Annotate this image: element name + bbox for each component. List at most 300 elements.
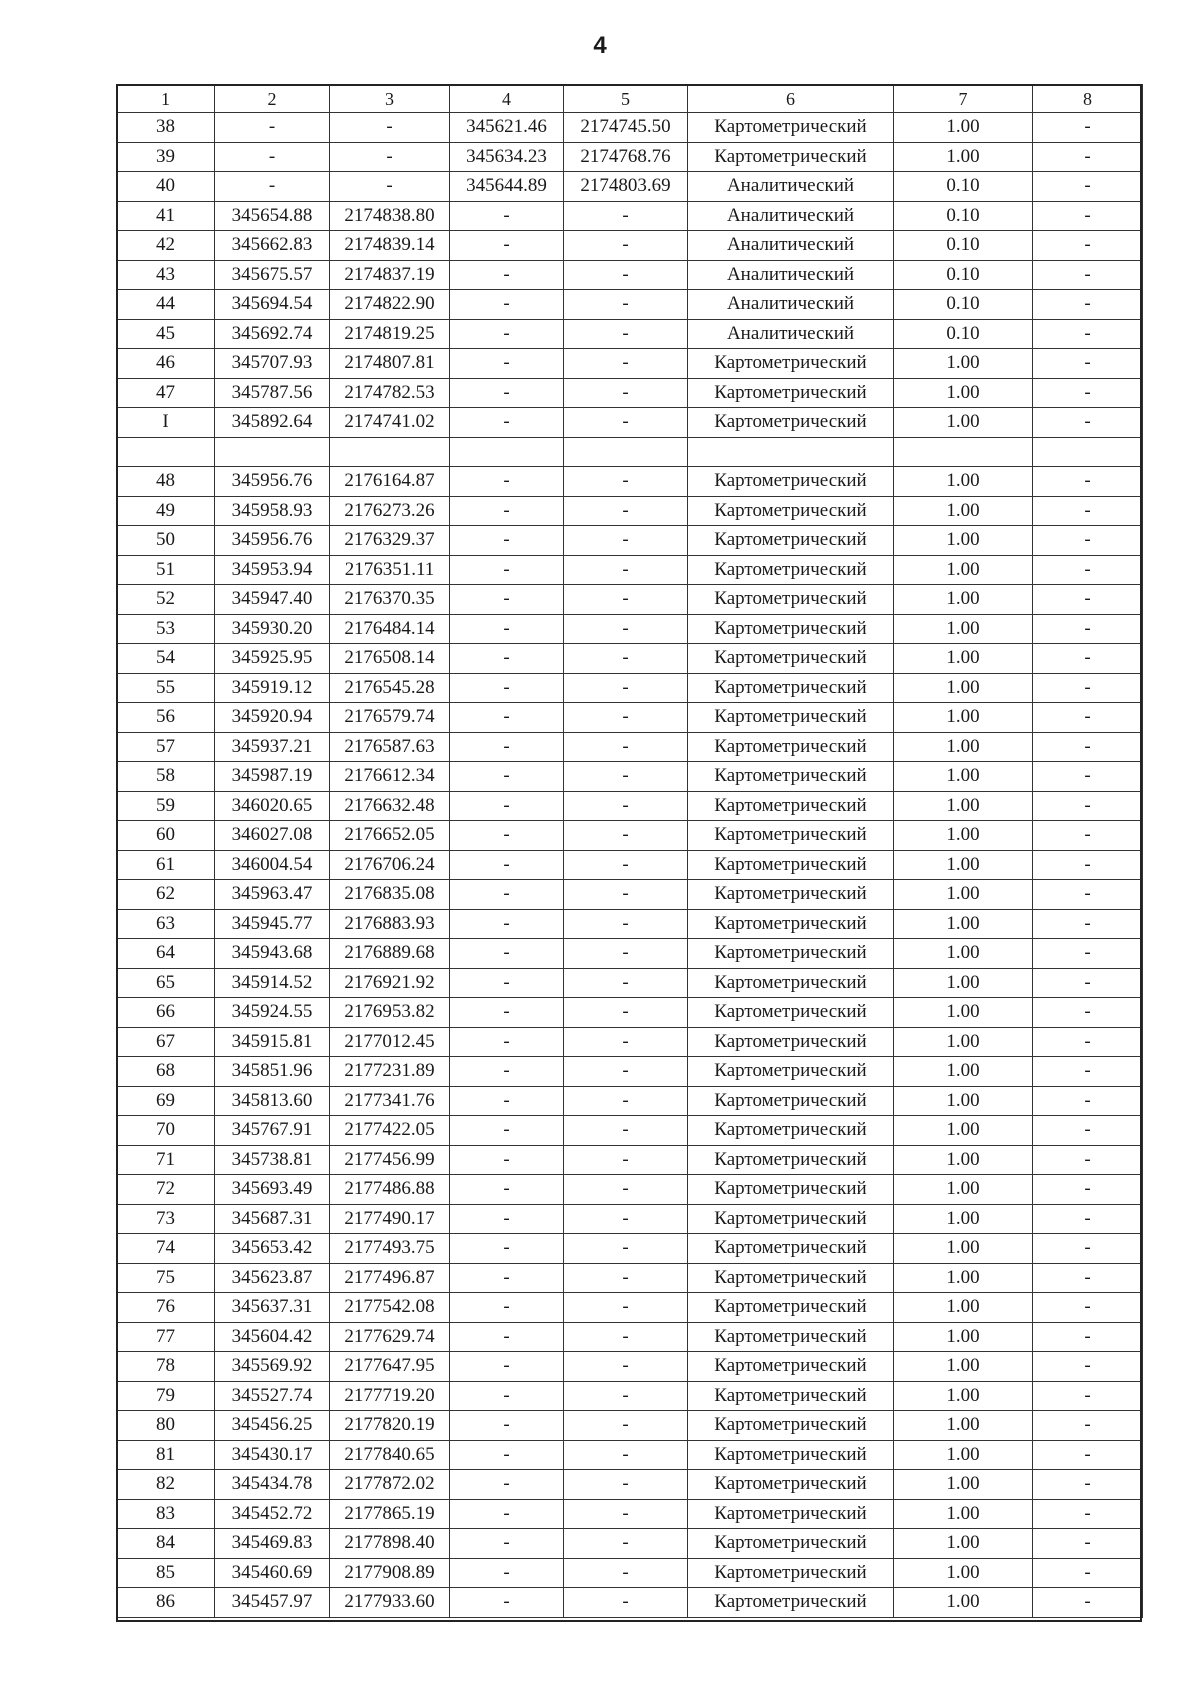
y-old-cell: - xyxy=(564,850,688,880)
point-number-cell: 47 xyxy=(117,378,215,408)
y-new-cell: 2176587.63 xyxy=(330,732,450,762)
table-row xyxy=(117,113,1143,143)
y-old-cell: - xyxy=(564,998,688,1028)
point-number-cell: I xyxy=(117,408,215,438)
x-new-cell: 345456.25 xyxy=(215,1411,330,1441)
x-new-cell: 345915.81 xyxy=(215,1027,330,1057)
method-cell: Аналитический xyxy=(688,172,894,202)
point-number-cell: 85 xyxy=(117,1558,215,1588)
y-old-cell: 2174768.76 xyxy=(564,142,688,172)
method-cell: Картометрический xyxy=(688,673,894,703)
point-number-cell: 55 xyxy=(117,673,215,703)
x-old-cell: - xyxy=(450,1293,564,1323)
y-new-cell: 2177840.65 xyxy=(330,1440,450,1470)
point-number-cell xyxy=(117,437,215,467)
x-new-cell: 345945.77 xyxy=(215,909,330,939)
y-new-cell: 2176273.26 xyxy=(330,496,450,526)
y-old-cell: - xyxy=(564,496,688,526)
description-cell: - xyxy=(1033,732,1143,762)
table-row xyxy=(117,142,1143,172)
table-row xyxy=(117,555,1143,585)
y-new-cell: 2177231.89 xyxy=(330,1057,450,1087)
y-new-cell: 2174782.53 xyxy=(330,378,450,408)
description-cell: - xyxy=(1033,378,1143,408)
description-cell: - xyxy=(1033,1322,1143,1352)
table-row xyxy=(117,1293,1143,1323)
x-old-cell: - xyxy=(450,467,564,497)
accuracy-cell: 1.00 xyxy=(894,1145,1033,1175)
accuracy-cell: 1.00 xyxy=(894,555,1033,585)
table-row xyxy=(117,1145,1143,1175)
x-new-cell: 345653.42 xyxy=(215,1234,330,1264)
table-row xyxy=(117,1322,1143,1352)
y-old-cell: - xyxy=(564,349,688,379)
table-row xyxy=(117,378,1143,408)
accuracy-cell: 1.00 xyxy=(894,1381,1033,1411)
x-old-cell: - xyxy=(450,1440,564,1470)
y-old-cell: - xyxy=(564,1499,688,1529)
description-cell: - xyxy=(1033,880,1143,910)
description-cell: - xyxy=(1033,762,1143,792)
x-new-cell: 345457.97 xyxy=(215,1588,330,1618)
x-old-cell xyxy=(450,437,564,467)
column-header: 3 xyxy=(330,85,450,113)
accuracy-cell: 1.00 xyxy=(894,644,1033,674)
y-old-cell: - xyxy=(564,1322,688,1352)
table-row xyxy=(117,1204,1143,1234)
method-cell: Картометрический xyxy=(688,614,894,644)
method-cell: Картометрический xyxy=(688,467,894,497)
point-number-cell: 81 xyxy=(117,1440,215,1470)
table-row xyxy=(117,1588,1143,1618)
x-old-cell: - xyxy=(450,555,564,585)
x-new-cell: 345604.42 xyxy=(215,1322,330,1352)
table-row xyxy=(117,201,1143,231)
x-old-cell: - xyxy=(450,909,564,939)
description-cell: - xyxy=(1033,1558,1143,1588)
description-cell: - xyxy=(1033,1293,1143,1323)
point-number-cell: 75 xyxy=(117,1263,215,1293)
accuracy-cell: 1.00 xyxy=(894,1352,1033,1382)
x-old-cell: - xyxy=(450,231,564,261)
description-cell: - xyxy=(1033,850,1143,880)
method-cell: Картометрический xyxy=(688,1116,894,1146)
x-old-cell: - xyxy=(450,1529,564,1559)
x-old-cell: - xyxy=(450,1175,564,1205)
method-cell: Картометрический xyxy=(688,142,894,172)
accuracy-cell: 1.00 xyxy=(894,614,1033,644)
y-new-cell: 2176652.05 xyxy=(330,821,450,851)
description-cell: - xyxy=(1033,673,1143,703)
accuracy-cell: 1.00 xyxy=(894,880,1033,910)
accuracy-cell: 1.00 xyxy=(894,1057,1033,1087)
accuracy-cell: 1.00 xyxy=(894,349,1033,379)
accuracy-cell: 1.00 xyxy=(894,909,1033,939)
y-new-cell: 2176508.14 xyxy=(330,644,450,674)
x-new-cell: 345925.95 xyxy=(215,644,330,674)
y-new-cell: 2177719.20 xyxy=(330,1381,450,1411)
table-row xyxy=(117,1116,1143,1146)
description-cell xyxy=(1033,437,1143,467)
accuracy-cell: 1.00 xyxy=(894,1086,1033,1116)
y-new-cell: 2174839.14 xyxy=(330,231,450,261)
y-old-cell: 2174803.69 xyxy=(564,172,688,202)
x-new-cell: 345434.78 xyxy=(215,1470,330,1500)
column-header: 7 xyxy=(894,85,1033,113)
accuracy-cell: 1.00 xyxy=(894,1116,1033,1146)
y-old-cell: - xyxy=(564,1116,688,1146)
y-new-cell: 2177341.76 xyxy=(330,1086,450,1116)
y-old-cell: - xyxy=(564,231,688,261)
method-cell: Картометрический xyxy=(688,1145,894,1175)
point-number-cell: 52 xyxy=(117,585,215,615)
x-new-cell: 345787.56 xyxy=(215,378,330,408)
accuracy-cell: 1.00 xyxy=(894,1558,1033,1588)
accuracy-cell: 1.00 xyxy=(894,113,1033,143)
description-cell: - xyxy=(1033,496,1143,526)
table-row xyxy=(117,939,1143,969)
accuracy-cell: 1.00 xyxy=(894,408,1033,438)
x-new-cell: 345707.93 xyxy=(215,349,330,379)
table-row xyxy=(117,467,1143,497)
description-cell: - xyxy=(1033,1027,1143,1057)
y-old-cell: - xyxy=(564,1381,688,1411)
x-old-cell: - xyxy=(450,1470,564,1500)
accuracy-cell: 1.00 xyxy=(894,526,1033,556)
y-old-cell: - xyxy=(564,1352,688,1382)
x-new-cell: 345569.92 xyxy=(215,1352,330,1382)
x-old-cell: - xyxy=(450,1588,564,1618)
y-old-cell: - xyxy=(564,762,688,792)
x-new-cell: 345937.21 xyxy=(215,732,330,762)
y-new-cell: 2176370.35 xyxy=(330,585,450,615)
table-row xyxy=(117,1263,1143,1293)
method-cell: Картометрический xyxy=(688,880,894,910)
point-number-cell: 59 xyxy=(117,791,215,821)
method-cell: Картометрический xyxy=(688,1470,894,1500)
y-old-cell: - xyxy=(564,968,688,998)
x-old-cell: - xyxy=(450,201,564,231)
y-old-cell: - xyxy=(564,1263,688,1293)
description-cell: - xyxy=(1033,231,1143,261)
y-new-cell: 2176889.68 xyxy=(330,939,450,969)
x-new-cell: 345892.64 xyxy=(215,408,330,438)
method-cell: Картометрический xyxy=(688,1352,894,1382)
x-old-cell: - xyxy=(450,880,564,910)
description-cell: - xyxy=(1033,1352,1143,1382)
table-row xyxy=(117,1057,1143,1087)
x-new-cell: 345956.76 xyxy=(215,467,330,497)
y-new-cell: 2177898.40 xyxy=(330,1529,450,1559)
y-new-cell: 2177496.87 xyxy=(330,1263,450,1293)
x-new-cell: 346020.65 xyxy=(215,791,330,821)
method-cell: Аналитический xyxy=(688,201,894,231)
x-old-cell: - xyxy=(450,1352,564,1382)
method-cell: Аналитический xyxy=(688,319,894,349)
y-new-cell: 2176545.28 xyxy=(330,673,450,703)
table-row xyxy=(117,1086,1143,1116)
description-cell: - xyxy=(1033,939,1143,969)
x-new-cell: 345963.47 xyxy=(215,880,330,910)
point-number-cell: 86 xyxy=(117,1588,215,1618)
x-new-cell: - xyxy=(215,172,330,202)
y-new-cell: 2174807.81 xyxy=(330,349,450,379)
x-new-cell: 345920.94 xyxy=(215,703,330,733)
point-number-cell: 64 xyxy=(117,939,215,969)
method-cell: Картометрический xyxy=(688,821,894,851)
x-old-cell: - xyxy=(450,1234,564,1264)
y-new-cell: 2176579.74 xyxy=(330,703,450,733)
method-cell: Картометрический xyxy=(688,1027,894,1057)
description-cell: - xyxy=(1033,1086,1143,1116)
accuracy-cell: 1.00 xyxy=(894,968,1033,998)
x-new-cell: 346027.08 xyxy=(215,821,330,851)
point-number-cell: 73 xyxy=(117,1204,215,1234)
x-old-cell: 345634.23 xyxy=(450,142,564,172)
y-old-cell: - xyxy=(564,1234,688,1264)
description-cell: - xyxy=(1033,113,1143,143)
x-new-cell: 345851.96 xyxy=(215,1057,330,1087)
description-cell: - xyxy=(1033,585,1143,615)
y-old-cell: - xyxy=(564,378,688,408)
description-cell: - xyxy=(1033,1381,1143,1411)
point-number-cell: 65 xyxy=(117,968,215,998)
y-old-cell: - xyxy=(564,1145,688,1175)
method-cell: Картометрический xyxy=(688,585,894,615)
method-cell: Аналитический xyxy=(688,260,894,290)
x-old-cell: - xyxy=(450,1381,564,1411)
table-row xyxy=(117,821,1143,851)
y-new-cell: 2174741.02 xyxy=(330,408,450,438)
x-old-cell: - xyxy=(450,968,564,998)
method-cell: Картометрический xyxy=(688,939,894,969)
table-row xyxy=(117,1027,1143,1057)
accuracy-cell: 1.00 xyxy=(894,1588,1033,1618)
x-old-cell: 345621.46 xyxy=(450,113,564,143)
method-cell: Картометрический xyxy=(688,998,894,1028)
table-row xyxy=(117,290,1143,320)
point-number-cell: 40 xyxy=(117,172,215,202)
y-new-cell: 2174838.80 xyxy=(330,201,450,231)
y-old-cell: - xyxy=(564,880,688,910)
method-cell: Картометрический xyxy=(688,968,894,998)
table-row xyxy=(117,998,1143,1028)
accuracy-cell: 1.00 xyxy=(894,1175,1033,1205)
x-old-cell: - xyxy=(450,496,564,526)
description-cell: - xyxy=(1033,555,1143,585)
accuracy-cell: 1.00 xyxy=(894,732,1033,762)
method-cell: Картометрический xyxy=(688,1293,894,1323)
y-new-cell: 2174837.19 xyxy=(330,260,450,290)
method-cell: Аналитический xyxy=(688,231,894,261)
point-number-cell: 38 xyxy=(117,113,215,143)
point-number-cell: 58 xyxy=(117,762,215,792)
y-new-cell: 2177490.17 xyxy=(330,1204,450,1234)
y-new-cell: 2176612.34 xyxy=(330,762,450,792)
description-cell: - xyxy=(1033,142,1143,172)
method-cell: Картометрический xyxy=(688,762,894,792)
y-old-cell: - xyxy=(564,1086,688,1116)
y-new-cell: 2176484.14 xyxy=(330,614,450,644)
point-number-cell: 44 xyxy=(117,290,215,320)
description-cell: - xyxy=(1033,1263,1143,1293)
column-header: 1 xyxy=(117,85,215,113)
x-old-cell: - xyxy=(450,1116,564,1146)
y-old-cell: - xyxy=(564,673,688,703)
method-cell: Картометрический xyxy=(688,732,894,762)
x-old-cell: - xyxy=(450,319,564,349)
y-new-cell: 2177542.08 xyxy=(330,1293,450,1323)
description-cell: - xyxy=(1033,1145,1143,1175)
y-new-cell: 2176164.87 xyxy=(330,467,450,497)
x-new-cell: 345947.40 xyxy=(215,585,330,615)
y-new-cell: 2177865.19 xyxy=(330,1499,450,1529)
accuracy-cell: 0.10 xyxy=(894,172,1033,202)
point-number-cell: 60 xyxy=(117,821,215,851)
point-number-cell: 80 xyxy=(117,1411,215,1441)
method-cell: Картометрический xyxy=(688,526,894,556)
table-row xyxy=(117,762,1143,792)
y-old-cell: - xyxy=(564,909,688,939)
point-number-cell: 72 xyxy=(117,1175,215,1205)
accuracy-cell: 1.00 xyxy=(894,142,1033,172)
description-cell: - xyxy=(1033,614,1143,644)
point-number-cell: 78 xyxy=(117,1352,215,1382)
table-row xyxy=(117,791,1143,821)
method-cell: Картометрический xyxy=(688,1499,894,1529)
accuracy-cell: 1.00 xyxy=(894,998,1033,1028)
accuracy-cell: 1.00 xyxy=(894,850,1033,880)
x-old-cell: - xyxy=(450,1322,564,1352)
accuracy-cell: 1.00 xyxy=(894,378,1033,408)
method-cell: Картометрический xyxy=(688,909,894,939)
x-old-cell: - xyxy=(450,821,564,851)
column-header: 5 xyxy=(564,85,688,113)
x-new-cell: 345767.91 xyxy=(215,1116,330,1146)
table-row xyxy=(117,1352,1143,1382)
x-new-cell: 345692.74 xyxy=(215,319,330,349)
point-number-cell: 57 xyxy=(117,732,215,762)
method-cell: Картометрический xyxy=(688,1086,894,1116)
accuracy-cell: 1.00 xyxy=(894,467,1033,497)
accuracy-cell: 0.10 xyxy=(894,319,1033,349)
y-old-cell: - xyxy=(564,614,688,644)
point-number-cell: 56 xyxy=(117,703,215,733)
point-number-cell: 51 xyxy=(117,555,215,585)
x-new-cell: - xyxy=(215,113,330,143)
y-new-cell: 2174822.90 xyxy=(330,290,450,320)
table-row xyxy=(117,1558,1143,1588)
table-row xyxy=(117,1440,1143,1470)
x-new-cell: 345687.31 xyxy=(215,1204,330,1234)
table-row xyxy=(117,1470,1143,1500)
description-cell: - xyxy=(1033,1234,1143,1264)
y-old-cell: - xyxy=(564,1440,688,1470)
accuracy-cell: 1.00 xyxy=(894,703,1033,733)
method-cell: Картометрический xyxy=(688,555,894,585)
y-new-cell: 2177933.60 xyxy=(330,1588,450,1618)
y-old-cell: - xyxy=(564,1175,688,1205)
x-old-cell: 345644.89 xyxy=(450,172,564,202)
x-old-cell: - xyxy=(450,762,564,792)
point-number-cell: 39 xyxy=(117,142,215,172)
x-old-cell: - xyxy=(450,732,564,762)
x-old-cell: - xyxy=(450,1558,564,1588)
description-cell: - xyxy=(1033,1175,1143,1205)
table-row xyxy=(117,673,1143,703)
accuracy-cell: 0.10 xyxy=(894,201,1033,231)
method-cell: Картометрический xyxy=(688,1204,894,1234)
point-number-cell: 63 xyxy=(117,909,215,939)
y-old-cell: - xyxy=(564,1588,688,1618)
x-old-cell: - xyxy=(450,673,564,703)
y-new-cell: 2177012.45 xyxy=(330,1027,450,1057)
y-old-cell: - xyxy=(564,1057,688,1087)
table-row xyxy=(117,1499,1143,1529)
accuracy-cell: 1.00 xyxy=(894,791,1033,821)
point-number-cell: 83 xyxy=(117,1499,215,1529)
y-new-cell: 2177647.95 xyxy=(330,1352,450,1382)
y-old-cell: - xyxy=(564,260,688,290)
table-row xyxy=(117,526,1143,556)
x-new-cell: 345958.93 xyxy=(215,496,330,526)
y-new-cell: 2177422.05 xyxy=(330,1116,450,1146)
point-number-cell: 41 xyxy=(117,201,215,231)
x-new-cell: 345623.87 xyxy=(215,1263,330,1293)
table-row xyxy=(117,968,1143,998)
description-cell: - xyxy=(1033,1411,1143,1441)
y-old-cell: - xyxy=(564,1470,688,1500)
table-row xyxy=(117,231,1143,261)
description-cell: - xyxy=(1033,703,1143,733)
x-new-cell: 345813.60 xyxy=(215,1086,330,1116)
x-old-cell: - xyxy=(450,526,564,556)
y-new-cell: 2177629.74 xyxy=(330,1322,450,1352)
y-old-cell: - xyxy=(564,821,688,851)
y-new-cell: 2176706.24 xyxy=(330,850,450,880)
point-number-cell: 49 xyxy=(117,496,215,526)
x-new-cell: 345469.83 xyxy=(215,1529,330,1559)
method-cell: Картометрический xyxy=(688,791,894,821)
accuracy-cell: 1.00 xyxy=(894,821,1033,851)
method-cell xyxy=(688,437,894,467)
description-cell: - xyxy=(1033,201,1143,231)
x-old-cell: - xyxy=(450,791,564,821)
table-row xyxy=(117,703,1143,733)
accuracy-cell: 1.00 xyxy=(894,1027,1033,1057)
x-old-cell: - xyxy=(450,850,564,880)
y-old-cell: - xyxy=(564,585,688,615)
x-old-cell: - xyxy=(450,998,564,1028)
x-new-cell: 345675.57 xyxy=(215,260,330,290)
x-new-cell: 345930.20 xyxy=(215,614,330,644)
description-cell: - xyxy=(1033,319,1143,349)
method-cell: Картометрический xyxy=(688,1411,894,1441)
y-old-cell: - xyxy=(564,290,688,320)
x-new-cell: 345956.76 xyxy=(215,526,330,556)
x-new-cell: 345943.68 xyxy=(215,939,330,969)
point-number-cell: 71 xyxy=(117,1145,215,1175)
y-old-cell: - xyxy=(564,1204,688,1234)
table-row xyxy=(117,1529,1143,1559)
x-new-cell: 345637.31 xyxy=(215,1293,330,1323)
description-cell: - xyxy=(1033,408,1143,438)
point-number-cell: 54 xyxy=(117,644,215,674)
column-header: 8 xyxy=(1033,85,1143,113)
table-header-row xyxy=(117,85,1143,113)
y-new-cell: 2176329.37 xyxy=(330,526,450,556)
description-cell: - xyxy=(1033,1499,1143,1529)
